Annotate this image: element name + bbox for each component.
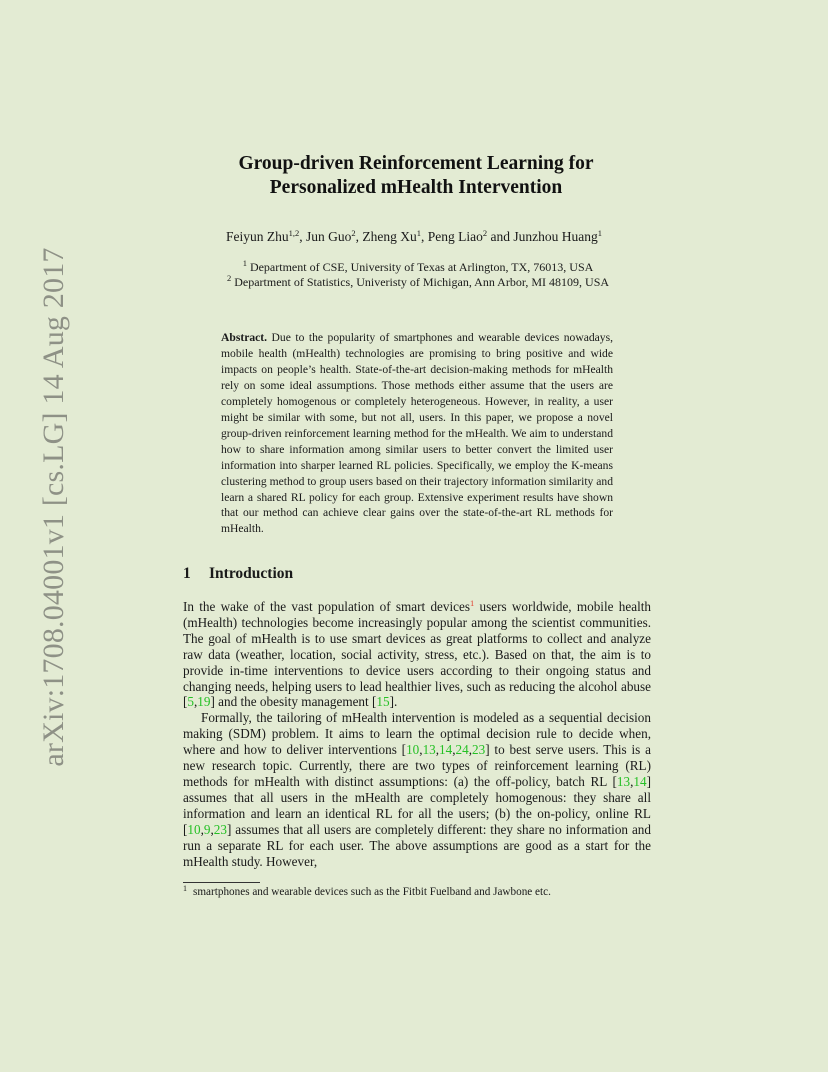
arxiv-identifier[interactable]: arXiv:1708.04001v1 [cs.LG] 14 Aug 2017 — [37, 247, 70, 767]
citation-link[interactable]: 13 — [616, 773, 631, 789]
footnote-mark: 1 — [183, 884, 187, 893]
paragraph-1: In the wake of the vast population of smart devices$^1$ users worldwide, mobile health (mHealth) technologies become increasingly popular among the scientist communities. The goal of mHealth is to use smart devices as great platforms to collect and analyze raw data (weather, location, social activity, stress, etc.). Based on that, the aim is to provide in-time interventions to device users according to their ongoing status and changing needs, helping users to lead healthier lives, such as reducing the alcohol abuse [5,19] and the obesity management [15]. — [183, 598, 651, 710]
title-line-1: Group-driven Reinforcement Learning for — [238, 153, 594, 174]
author: Peng Liao$^2$ and — [427, 228, 514, 244]
abstract — [221, 330, 613, 537]
paragraph-2: Formally, the tailoring of mHealth intervention is modeled as a sequential decision making (SDM) problem. It aims to learn the optimal decision rule to decide when, where and how to deliver interventions [10,13,14,24,23] to best serve users. This is a new research topic. Currently, there are two types of reinforcement learning (RL) methods for mHealth with distinct assumptions: (a) the off-policy, batch RL [13,14] assumes that all users in the mHealth are completely homogenous: they share all information and learn an identical RL for all the users; (b) the on-policy, online RL [10,9,23] assumes that all users are completely different: they share no information and run a separate RL for each user. The above assumptions are good as a start for the mHealth study. However, — [183, 710, 651, 869]
author-list — [0, 229, 828, 245]
citation-link[interactable]: 15 — [376, 694, 390, 710]
citation-link[interactable]: 19 — [197, 694, 211, 710]
title-line-2: Personalized mHealth Intervention — [269, 177, 563, 198]
author: Junzhou Huang$^1$ — [513, 228, 602, 244]
citation-link[interactable]: 13 — [422, 742, 436, 758]
body-text — [183, 599, 651, 869]
affiliation-2: $^2$ Department of Statistics, Univeristy of Michigan, Ann Arbor, MI 48109, USA — [226, 273, 610, 289]
citation-link[interactable]: 24 — [455, 742, 469, 758]
citation-link[interactable]: 5 — [187, 694, 194, 710]
citation-link[interactable]: 9 — [203, 821, 211, 837]
citation-link[interactable]: 14 — [633, 773, 647, 789]
paper-title — [0, 152, 828, 200]
footnote-divider — [183, 882, 260, 883]
footnote-reference[interactable]: 1 — [469, 598, 475, 608]
abstract-text: Due to the popularity of smartphones and wearable devices nowadays, mobile health (mHealth) technologies are promising to bring positive and wide impacts on people’s health. State-of-the-art decision-making methods for mHealth rely on some ideal assumptions. Those methods either assume that the users are completely homogenous or completely heterogeneous. However, in reality, a user might be similar with some, but not all, users. In this paper, we propose a novel group-driven reinforcement learning method for the mHealth. We aim to understand how to share information among similar users to better convert the limited user information into sharper learned RL policies. Specifically, we employ the K-means clustering method to group users based on their trajectory information similarity and learn a shared RL policy for each group. Extensive experiment results have shown that our method can achieve clear gains over the state-of-the-art RL methods for mHealth. — [221, 331, 613, 536]
citation-link[interactable]: 10 — [187, 821, 201, 837]
section-title: Introduction — [209, 565, 294, 582]
affiliation-1: $^1$ Department of CSE, University of Texas at Arlington, TX, 76013, USA — [242, 258, 594, 274]
affiliations — [0, 260, 828, 290]
author: Jun Guo$^2$, — [305, 228, 363, 244]
section-heading — [183, 565, 293, 583]
footnote-text: smartphones and wearable devices such as the Fitbit Fuelband and Jawbone etc. — [193, 886, 551, 898]
footnote — [183, 886, 551, 898]
abstract-label: Abstract. — [221, 331, 268, 344]
citation-link[interactable]: 23 — [472, 742, 486, 758]
citation-link[interactable]: 23 — [213, 821, 227, 837]
author: Feiyun Zhu$^{1,2}$, — [225, 228, 306, 244]
citation-link[interactable]: 10 — [406, 742, 420, 758]
citation-link[interactable]: 14 — [439, 742, 453, 758]
author: Zheng Xu$^1$, — [362, 228, 428, 244]
section-number: 1 — [183, 565, 191, 582]
